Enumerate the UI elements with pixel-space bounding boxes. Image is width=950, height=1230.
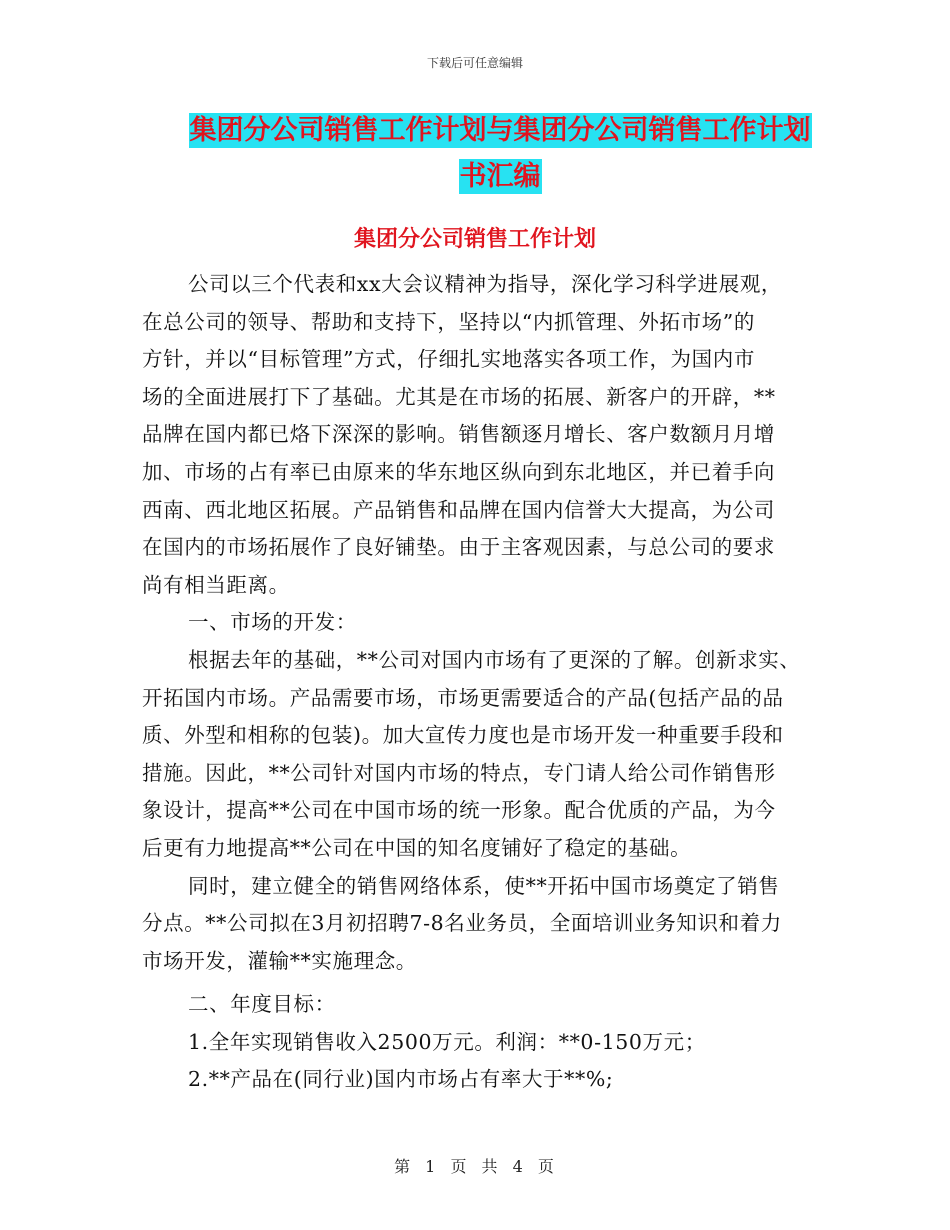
paragraph-line: 措施。因此，**公司针对国内市场的特点，专门请人给公司作销售形 [142,760,776,785]
body-text [142,266,822,1099]
paragraph-line: 在国内的市场拓展作了良好铺垫。由于主客观因素，与总公司的要求 [142,535,775,560]
document-title [150,108,850,200]
paragraph-line: 尚有相当距离。 [142,572,290,597]
paragraph-line: 品牌在国内都已烙下深深的影响。销售额逐月增长、客户数额月月增 [142,422,775,447]
paragraph-line: 质、外型和相称的包装)。加大宣传力度也是市场开发一种重要手段和 [142,723,784,748]
section-title: 集团分公司销售工作计划 [353,227,596,252]
paragraph-line: 后更有力地提高**公司在中国的知名度铺好了稳定的基础。 [142,835,692,860]
document-title-line-2: 书汇编 [459,161,541,192]
paragraph-line: 西南、西北地区拓展。产品销售和品牌在国内信誉大大提高，为公司 [142,497,775,522]
list-item: 1.全年实现销售收入2500万元。利润：**0-150万元； [188,1029,706,1054]
paragraph-line: 方针，并以“目标管理”方式，仔细扎实地落实各项工作，为国内市 [142,347,755,372]
heading-annual-goals: 二、年度目标： [188,992,336,1017]
paragraph-line: 市场开发，灌输**实施理念。 [142,948,417,973]
paragraph-line: 根据去年的基础，**公司对国内市场有了更深的了解。创新求实、 [188,647,801,672]
document-title-line-1: 集团分公司销售工作计划与集团分公司销售工作计划 [189,115,811,146]
header-note: 下载后可任意编辑 [426,56,523,70]
paragraph-line: 分点。**公司拟在3月初招聘7-8名业务员，全面培训业务知识和着力 [142,911,782,936]
paragraph-line: 场的全面进展打下了基础。尤其是在市场的拓展、新客户的开辟，** [142,384,776,409]
paragraph-line: 公司以三个代表和xx大会议精神为指导，深化学习科学进展观， [188,272,783,296]
paragraph-line: 在总公司的领导、帮助和支持下，坚持以“内抓管理、外拓市场”的 [142,309,755,334]
page-number-footer: 第 1 页 共 4 页 [394,1157,556,1176]
paragraph-line: 同时，建立健全的销售网络体系，使**开拓中国市场奠定了销售 [188,873,780,898]
list-item: 2.**产品在(同行业)国内市场占有率大于**%; [188,1067,614,1092]
heading-market-development: 一、市场的开发： [188,610,357,635]
paragraph-line: 象设计，提高**公司在中国市场的统一形象。配合优质的产品，为今 [142,798,776,823]
paragraph-line: 开拓国内市场。产品需要市场，市场更需要适合的产品(包括产品的品 [142,685,784,710]
paragraph-line: 加、市场的占有率已由原来的华东地区纵向到东北地区，并已着手向 [142,459,775,484]
